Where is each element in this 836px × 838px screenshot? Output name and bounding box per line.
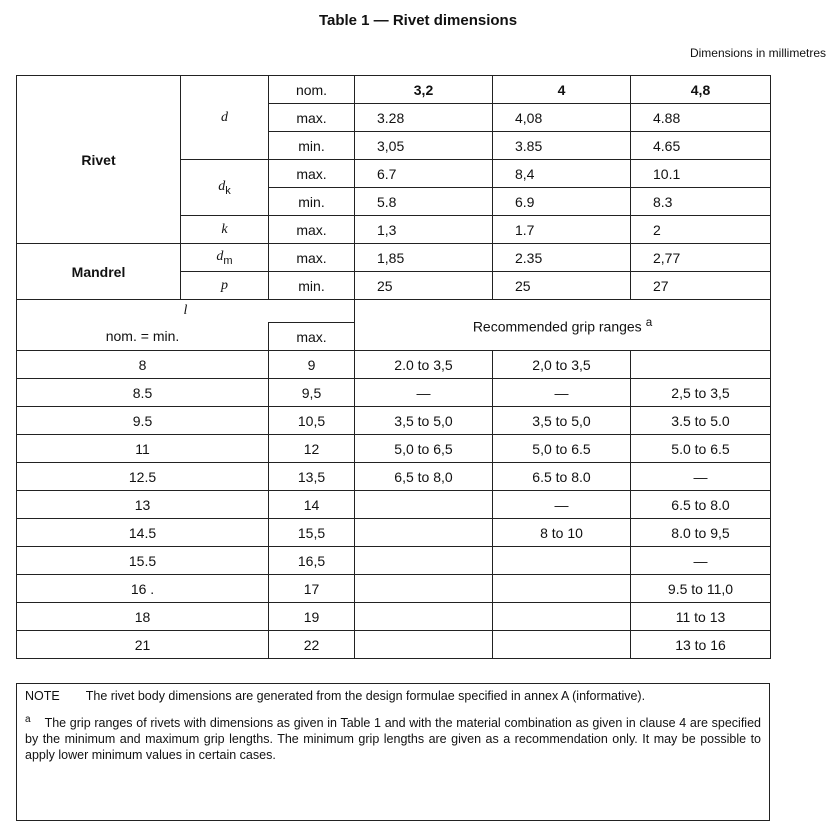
grip-range: 5,0 to 6.5 — [493, 435, 631, 463]
grip-range: 2,5 to 3,5 — [631, 379, 771, 407]
nom-min-header: nom. = min. — [17, 323, 269, 351]
grip-nominal: 9.5 — [17, 407, 269, 435]
tolerance-kind: max. — [269, 104, 355, 132]
grip-nominal: 16 . — [17, 575, 269, 603]
tolerance-kind: min. — [269, 188, 355, 216]
note-label: NOTE — [25, 689, 60, 703]
group-label-mandrel: Mandrel — [17, 244, 181, 300]
dimension-value: 27 — [631, 272, 771, 300]
dimension-value: 6.7 — [355, 160, 493, 188]
grip-range: — — [493, 491, 631, 519]
grip-row — [17, 603, 771, 631]
tolerance-kind: min. — [269, 272, 355, 300]
grip-range: 5.0 to 6.5 — [631, 435, 771, 463]
grip-max: 10,5 — [269, 407, 355, 435]
grip-row — [17, 519, 771, 547]
footnote-text: The grip ranges of rivets with dimensions as given in Table 1 and with the material combination as given in clause 4 are specified by the minimum and maximum grip lengths. The minimum grip lengths are given as a recommendation only. It may be possible to apply lower minimum values in certain cases. — [25, 716, 761, 763]
dimension-value: 25 — [355, 272, 493, 300]
grip-range: — — [631, 463, 771, 491]
grip-header-row — [17, 300, 771, 323]
grip-range — [355, 547, 493, 575]
dimension-symbol — [181, 216, 269, 244]
grip-nominal: 11 — [17, 435, 269, 463]
grip-range: 13 to 16 — [631, 631, 771, 659]
note-text: The rivet body dimensions are generated from the design formulae specified in annex A (informative). — [85, 689, 646, 703]
footnote-mark: a — [645, 315, 653, 329]
dimension-value: 2,77 — [631, 244, 771, 272]
symbol-subscript: k — [225, 184, 231, 197]
group-label-rivet: Rivet — [17, 76, 181, 244]
dimension-value: 3,05 — [355, 132, 493, 160]
grip-range: 6.5 to 8.0 — [631, 491, 771, 519]
grip-range: 2.0 to 3,5 — [355, 351, 493, 379]
dimension-value: 4 — [493, 76, 631, 104]
grip-range — [631, 351, 771, 379]
dimension-value: 1,3 — [355, 216, 493, 244]
note-box — [16, 683, 770, 821]
dimension-value: 5.8 — [355, 188, 493, 216]
grip-max: 13,5 — [269, 463, 355, 491]
dimension-value: 4,08 — [493, 104, 631, 132]
footnote-paragraph — [25, 712, 761, 763]
dimension-value: 1,85 — [355, 244, 493, 272]
table-title: Table 1 — Rivet dimensions — [318, 12, 518, 29]
grip-row — [17, 575, 771, 603]
dimension-row — [17, 244, 771, 272]
dimension-value: 3.85 — [493, 132, 631, 160]
grip-row — [17, 435, 771, 463]
grip-nominal: 14.5 — [17, 519, 269, 547]
grip-range: 8.0 to 9,5 — [631, 519, 771, 547]
tolerance-kind: max. — [269, 160, 355, 188]
dimension-symbol — [181, 160, 269, 216]
grip-max: 14 — [269, 491, 355, 519]
dimension-value: 2.35 — [493, 244, 631, 272]
grip-nominal: 21 — [17, 631, 269, 659]
grip-row — [17, 631, 771, 659]
grip-range: 6,5 to 8,0 — [355, 463, 493, 491]
dimension-value: 25 — [493, 272, 631, 300]
symbol-letter: d — [221, 109, 228, 125]
grip-range: 2,0 to 3,5 — [493, 351, 631, 379]
tolerance-kind: max. — [269, 216, 355, 244]
dimension-value: 3,2 — [355, 76, 493, 104]
recommended-grip-label: Recommended grip ranges — [472, 318, 642, 335]
tolerance-kind: max. — [269, 244, 355, 272]
dimension-value: 8.3 — [631, 188, 771, 216]
symbol-letter: d — [216, 248, 224, 264]
grip-range: 8 to 10 — [493, 519, 631, 547]
units-note: Dimensions in millimetres — [689, 46, 826, 60]
grip-range — [355, 575, 493, 603]
grip-nominal: 8.5 — [17, 379, 269, 407]
dimension-symbol — [181, 272, 269, 300]
tolerance-kind: min. — [269, 132, 355, 160]
footnote-mark: a — [25, 714, 31, 725]
recommended-grip-header — [355, 300, 771, 351]
grip-range — [493, 575, 631, 603]
grip-range — [355, 519, 493, 547]
dimension-symbol — [181, 244, 269, 272]
symbol-letter: p — [221, 277, 228, 293]
grip-nominal: 8 — [17, 351, 269, 379]
grip-row — [17, 547, 771, 575]
grip-range — [493, 547, 631, 575]
symbol-subscript: m — [223, 254, 233, 267]
grip-range — [355, 631, 493, 659]
symbol-letter: d — [218, 178, 226, 194]
grip-row — [17, 491, 771, 519]
grip-range — [493, 603, 631, 631]
grip-range: 9.5 to 11,0 — [631, 575, 771, 603]
tolerance-kind: nom. — [269, 76, 355, 104]
grip-length-symbol: l — [17, 300, 355, 323]
grip-nominal: 18 — [17, 603, 269, 631]
grip-max: 22 — [269, 631, 355, 659]
grip-range: — — [631, 547, 771, 575]
dimension-value: 4,8 — [631, 76, 771, 104]
grip-range: 3,5 to 5,0 — [493, 407, 631, 435]
grip-max: 16,5 — [269, 547, 355, 575]
grip-range — [355, 603, 493, 631]
symbol-letter: k — [221, 221, 228, 237]
grip-range: — — [493, 379, 631, 407]
dimension-row — [17, 76, 771, 104]
grip-max: 15,5 — [269, 519, 355, 547]
grip-nominal: 15.5 — [17, 547, 269, 575]
grip-nominal: 13 — [17, 491, 269, 519]
dimension-value: 1.7 — [493, 216, 631, 244]
grip-range: 11 to 13 — [631, 603, 771, 631]
note-paragraph — [25, 688, 761, 704]
grip-range — [493, 631, 631, 659]
dimension-symbol — [181, 76, 269, 160]
grip-range: — — [355, 379, 493, 407]
grip-range: 3.5 to 5.0 — [631, 407, 771, 435]
grip-max: 17 — [269, 575, 355, 603]
dimension-value: 3.28 — [355, 104, 493, 132]
dimension-value: 8,4 — [493, 160, 631, 188]
grip-range — [355, 491, 493, 519]
dimension-value: 6.9 — [493, 188, 631, 216]
grip-max: 9 — [269, 351, 355, 379]
grip-max: 9,5 — [269, 379, 355, 407]
dimension-value: 10.1 — [631, 160, 771, 188]
dimension-value: 4.88 — [631, 104, 771, 132]
grip-range: 6.5 to 8.0 — [493, 463, 631, 491]
dimension-value: 2 — [631, 216, 771, 244]
grip-row — [17, 379, 771, 407]
grip-row — [17, 463, 771, 491]
grip-row — [17, 351, 771, 379]
grip-max: 19 — [269, 603, 355, 631]
grip-range: 3,5 to 5,0 — [355, 407, 493, 435]
grip-range: 5,0 to 6,5 — [355, 435, 493, 463]
dimension-value: 4.65 — [631, 132, 771, 160]
grip-max: 12 — [269, 435, 355, 463]
max-header: max. — [269, 323, 355, 351]
grip-nominal: 12.5 — [17, 463, 269, 491]
rivet-dimensions-table — [16, 75, 771, 659]
grip-row — [17, 407, 771, 435]
